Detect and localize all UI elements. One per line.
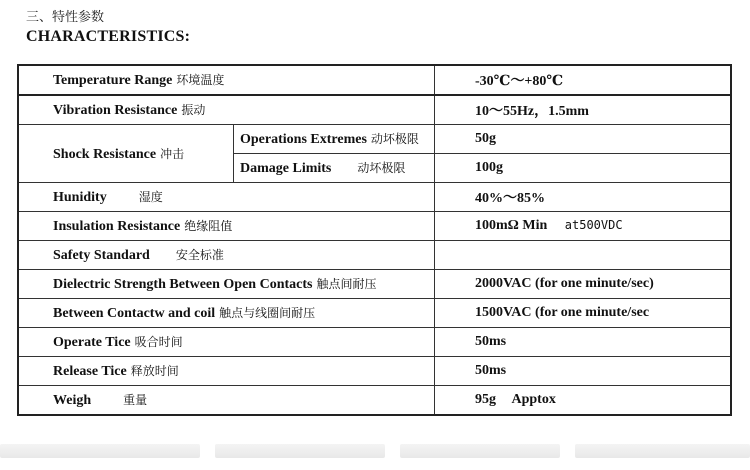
row-name: Release Tice [53,364,127,379]
row-value: 2000VAC (for one minute/sec) [435,270,732,299]
row-value: 50ms [435,357,732,386]
row-name: Hunidity [53,190,107,205]
row-name-cn: 触点与线圈间耐压 [219,306,316,320]
row-name: Dielectric Strength Between Open Contacts [53,277,313,292]
table-row [18,386,731,416]
sub-row-name-cn: 动坏极限 [357,161,406,175]
row-name-cn: 触点间耐压 [316,277,377,291]
characteristics-table [17,64,732,416]
row-name-cn: 重量 [123,393,148,407]
row-name: Operate Tice [53,335,131,350]
row-label [18,95,435,125]
table-row [18,299,731,328]
row-value-extra: Apptox [511,392,556,407]
table-row [18,183,731,212]
table-row [18,212,731,241]
row-value [435,212,732,241]
footer-divider [0,444,200,458]
footer-divider [215,444,385,458]
section-heading-en: CHARACTERISTICS: [26,28,191,45]
row-name-cn: 振动 [181,103,206,117]
row-value: 50ms [435,328,732,357]
footer-divider [400,444,560,458]
row-value: 10～55Hz，1.5mm [435,95,732,125]
row-label [18,357,435,386]
row-value [435,386,732,416]
row-label [18,270,435,299]
footer-divider [575,444,750,458]
row-value: 1500VAC (for one minute/sec [435,299,732,328]
row-label [18,183,435,212]
row-name: Temperature Range [53,73,173,88]
row-label [18,386,435,416]
row-name: Weigh [53,393,92,408]
sub-row-label [234,154,435,183]
table-row [18,357,731,386]
table-row [18,241,731,270]
row-label [18,65,435,95]
row-value-extra: at500VDC [564,218,623,232]
table-row [18,125,731,154]
sub-row-label [234,125,435,154]
row-value: 40%～85% [435,183,732,212]
row-name: Shock Resistance [53,146,157,162]
row-name-cn: 环境温度 [176,73,225,87]
row-value [435,241,732,270]
sub-row-name: Operations Extremes [240,132,367,147]
row-value: 50g [435,125,732,154]
section-heading-cn: 三、特性参数 [26,10,105,25]
table-row [18,65,731,95]
row-label [18,212,435,241]
row-name-cn: 释放时间 [130,364,179,378]
row-label [18,241,435,270]
row-name: Vibration Resistance [53,103,178,118]
row-value-main: 95g [475,392,496,407]
row-name: Safety Standard [53,248,150,263]
row-name-cn: 绝缘阻值 [184,219,233,233]
sub-row-name: Damage Limits [240,161,332,176]
row-value: 100g [435,154,732,183]
row-name-cn: 冲击 [160,146,185,161]
row-value-main: 100mΩ Min [475,218,548,233]
row-name-cn: 安全标准 [175,248,224,262]
row-label [18,328,435,357]
table-row [18,95,731,125]
table-row [18,270,731,299]
row-name-cn: 湿度 [138,190,163,204]
row-value: -30℃～+80℃ [435,65,732,95]
table-row [18,328,731,357]
row-name: Insulation Resistance [53,219,181,234]
row-label [18,125,234,183]
row-label [18,299,435,328]
sub-row-name-cn: 动坏极限 [370,132,419,146]
row-name: Between Contactw and coil [53,306,216,321]
row-name-cn: 吸合时间 [134,335,183,349]
